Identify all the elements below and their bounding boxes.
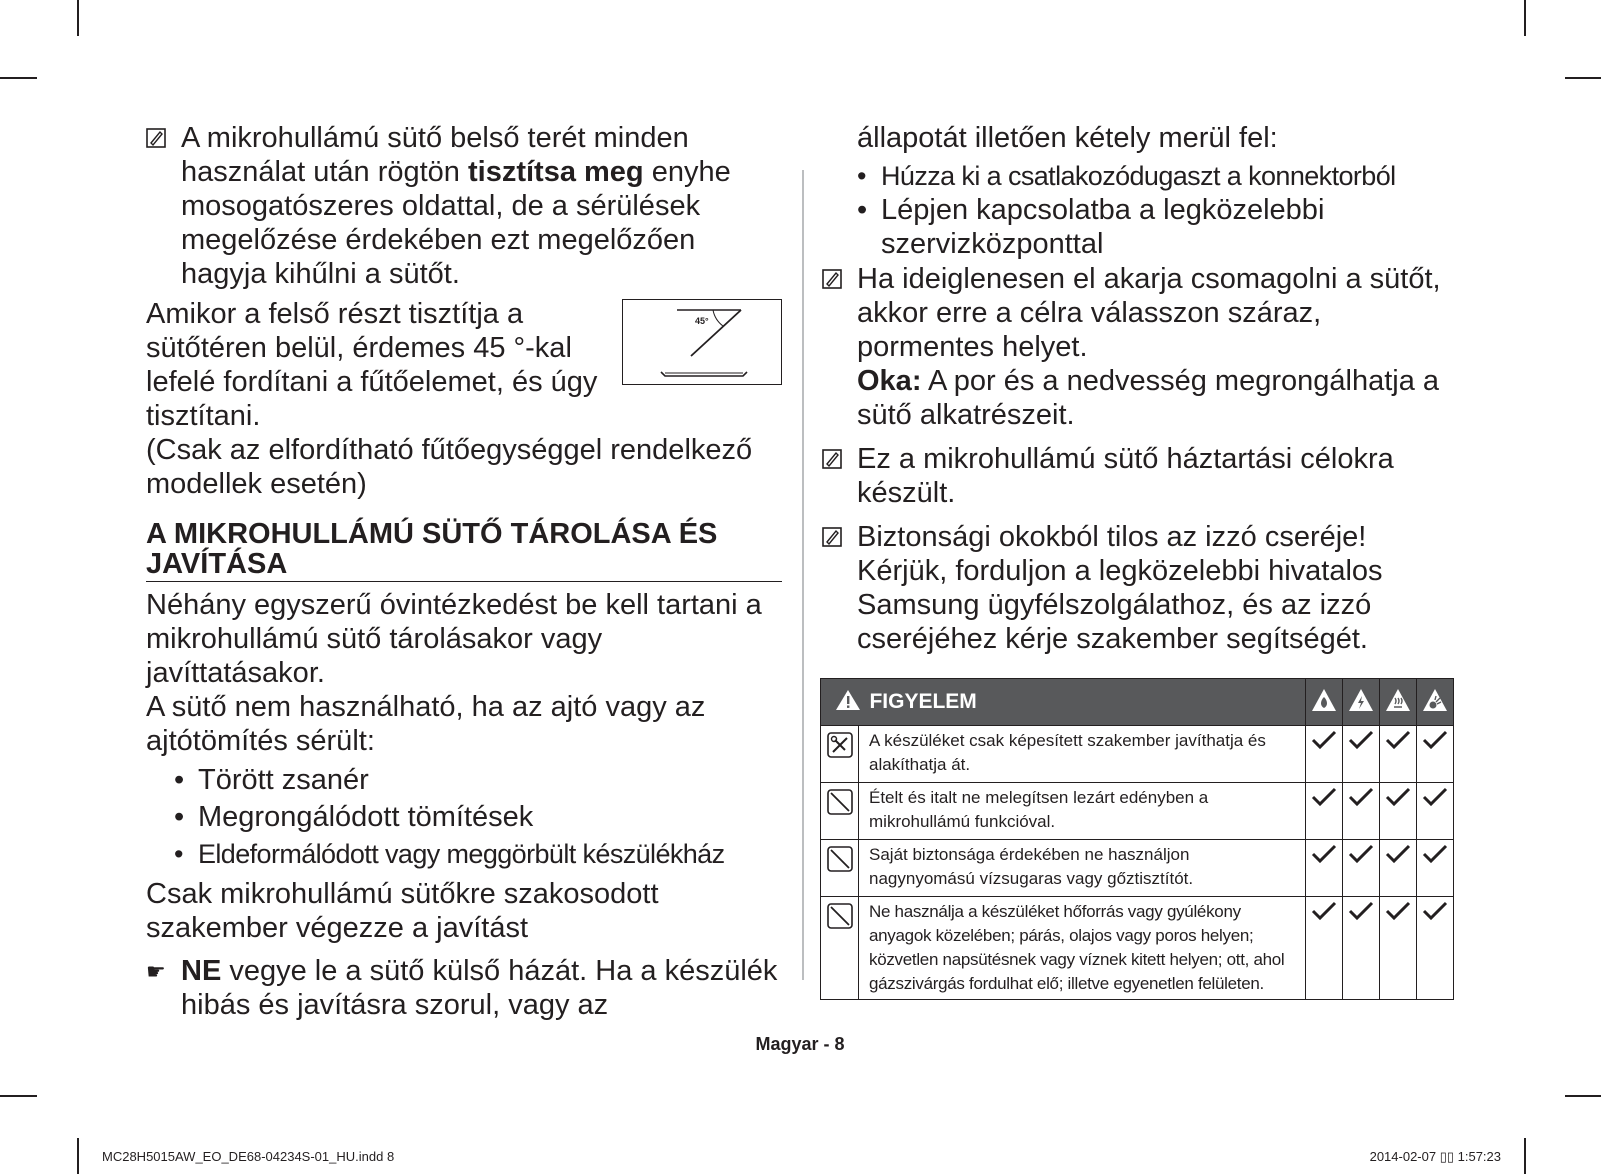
- crop-mark: [1565, 77, 1601, 79]
- pointing-hand-icon: ☛: [146, 959, 166, 984]
- warning-text: A készüléket csak képesített szakember javíthatja és alakíthatja át.: [859, 726, 1306, 783]
- list-item: • Megrongálódott tömítések: [174, 800, 782, 834]
- explosion-icon: [1417, 679, 1454, 726]
- warning-title-cell: [821, 679, 1306, 726]
- warning-title: FIGYELEM: [869, 690, 977, 713]
- reason-label: Oka:: [857, 365, 922, 397]
- no-disassemble-icon: [821, 726, 859, 783]
- hot-surface-icon: [1380, 679, 1417, 726]
- page-number: Magyar - 8: [755, 1034, 845, 1054]
- check-icon: [1417, 783, 1454, 840]
- note-clean-interior: [146, 121, 782, 291]
- check-icon: [1306, 783, 1343, 840]
- warning-row: [821, 783, 1454, 840]
- check-icon: [1380, 897, 1417, 1000]
- crop-mark: [1524, 1138, 1526, 1174]
- prohibited-icon: [821, 897, 859, 1000]
- prohibited-icon: [821, 783, 859, 840]
- note-lamp: [822, 520, 1462, 656]
- electric-shock-icon: [1343, 679, 1380, 726]
- warning-triangle-icon: [835, 689, 861, 716]
- crop-mark: [77, 1138, 79, 1174]
- footer-filename: MC28H5015AW_EO_DE68-04234S-01_HU.indd 8: [102, 1149, 395, 1164]
- action-bullet-list: [857, 159, 1462, 261]
- check-icon: [1343, 726, 1380, 783]
- continued-text: állapotát illetően kétely merül fel:: [857, 122, 1278, 154]
- warning-row: [821, 726, 1454, 783]
- note-text: enyhe: [643, 156, 731, 188]
- note-icon: [822, 527, 842, 547]
- note-emphasis: NE: [181, 955, 222, 987]
- check-icon: [1306, 897, 1343, 1000]
- column-divider: [802, 170, 804, 980]
- crop-mark: [77, 0, 79, 36]
- expert-paragraph: Csak mikrohullámú sütőkre szakosodott szakember végezze a javítást: [146, 878, 659, 944]
- note-text: A por és a nedvesség megrongálhatja a sütő alkatrészeit.: [857, 365, 1440, 431]
- note-text: Ez a mikrohullámú sütő háztartási célokra készült.: [857, 443, 1394, 509]
- crop-mark: [0, 1095, 37, 1097]
- warning-text: Saját biztonsága érdekében ne használjon nagynyomású vízsugaras vagy gőztisztítót.: [859, 840, 1306, 897]
- warning-row: [821, 840, 1454, 897]
- heating-element-block: [146, 297, 782, 433]
- warning-text: Ne használja a készüléket hőforrás vagy gyúlékony anyagok közelében; párás, olajos vagy poros helyen; közvetlen napsütésnek vagy víznek kitett helyen; ott, ahol gázszivárgás fordulhat elő; illetve egyenetlen felületen.: [859, 897, 1306, 1000]
- check-icon: [1343, 840, 1380, 897]
- right-column: [822, 121, 1462, 656]
- fire-icon: [1306, 679, 1343, 726]
- warning-text: Ételt és italt ne melegítsen lezárt edényben a mikrohullámú funkcióval.: [859, 783, 1306, 840]
- warning-header-row: [821, 679, 1454, 726]
- check-icon: [1417, 897, 1454, 1000]
- list-item: • Húzza ki a csatlakozódugaszt a konnektorból: [857, 159, 1462, 193]
- note-emphasis: tisztítsa meg: [467, 156, 644, 188]
- check-icon: [1306, 840, 1343, 897]
- note-text: vegye le a sütő külső házát. Ha a készülék hibás és javításra szorul, vagy az: [181, 955, 778, 1021]
- check-icon: [1380, 840, 1417, 897]
- storage-paragraph: Néhány egyszerű óvintézkedést be kell tartani a mikrohullámú sütő tárolásakor vagy javíttatásakor.: [146, 589, 762, 689]
- damage-bullet-list: [174, 763, 782, 871]
- prohibited-icon: [821, 840, 859, 897]
- angle-label: 45°: [695, 316, 709, 326]
- check-icon: [1417, 726, 1454, 783]
- check-icon: [1380, 783, 1417, 840]
- footer-datetime: 2014-02-07 ▯▯ 1:57:23: [1369, 1149, 1501, 1164]
- left-column: [146, 121, 782, 1022]
- crop-mark: [1565, 1095, 1601, 1097]
- note-packing: [822, 262, 1462, 432]
- crop-mark: [0, 77, 37, 79]
- door-paragraph: A sütő nem használható, ha az ajtó vagy az ajtótömítés sérült:: [146, 691, 706, 757]
- check-icon: [1380, 726, 1417, 783]
- check-icon: [1417, 840, 1454, 897]
- note-household: [822, 442, 1462, 510]
- note-icon: [146, 128, 166, 148]
- note-text: Biztonsági okokból tilos az izzó cseréje! Kérjük, forduljon a legközelebbi hivatalos Samsung ügyfélszolgálathoz, és az izzó cseréjéhez kérje szakember segítségét.: [857, 521, 1383, 655]
- check-icon: [1343, 897, 1380, 1000]
- crop-mark: [1524, 0, 1526, 36]
- note-text: Ha ideiglenesen el akarja csomagolni a sütőt, akkor erre a célra válasszon száraz, pormentes helyet.: [857, 263, 1441, 363]
- note-icon: [822, 269, 842, 289]
- tilted-heater-illustration: [623, 300, 781, 384]
- note-text: használat után rögtön: [181, 156, 468, 188]
- heating-paragraph: Amikor a felső részt tisztítja a sütőtéren belül, érdemes 45 °-kal lefelé fordítani a fűtőelemet, és úgy tisztítani.: [146, 298, 598, 432]
- check-icon: [1343, 783, 1380, 840]
- note-text: A mikrohullámú sütő belső terét minden: [181, 122, 689, 154]
- list-item: • Lépjen kapcsolatba a legközelebbi szervizközponttal: [857, 193, 1462, 261]
- check-icon: [1306, 726, 1343, 783]
- warning-table: [820, 678, 1454, 1000]
- heating-element-figure: [622, 299, 782, 385]
- warning-row: [821, 897, 1454, 1000]
- list-item: • Eldeformálódott vagy meggörbült készülékház: [174, 837, 782, 871]
- section-heading: A MIKROHULLÁMÚ SÜTŐ TÁROLÁSA ÉS JAVÍTÁSA: [146, 519, 782, 582]
- list-item: • Törött zsanér: [174, 763, 782, 797]
- models-paragraph: (Csak az elfordítható fűtőegységgel rendelkező modellek esetén): [146, 434, 753, 500]
- note-icon: [822, 449, 842, 469]
- note-do-not-remove-case: [146, 954, 782, 1022]
- note-text: mosogatószeres oldattal, de a sérülések megelőzése érdekében ezt megelőzően hagyja kihűlni a sütőt.: [181, 190, 701, 290]
